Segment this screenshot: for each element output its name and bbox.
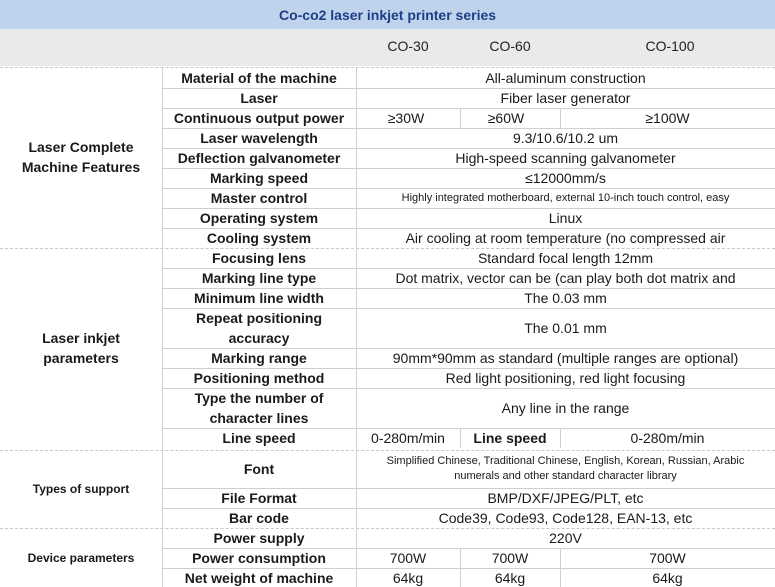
grid-line xyxy=(560,108,561,128)
label-char-lines: Type the number of character lines xyxy=(194,390,324,426)
grid-line xyxy=(162,508,775,509)
label-cooling: Cooling system xyxy=(206,230,312,246)
value-output-power-co60: ≥60W xyxy=(487,110,525,126)
value-laser: Fiber laser generator xyxy=(500,90,631,106)
model-co30: CO-30 xyxy=(387,38,429,54)
label-laser: Laser xyxy=(240,90,278,106)
group-separator xyxy=(0,67,775,68)
grid-line xyxy=(162,388,775,389)
grid-line xyxy=(560,428,561,448)
value-os: Linux xyxy=(548,210,583,226)
group-inkjet-params: Laser inkjet parameters xyxy=(42,330,120,366)
grid-line xyxy=(162,208,775,209)
group-separator xyxy=(0,528,775,529)
value-output-power-co100: ≥100W xyxy=(645,110,690,126)
grid-line xyxy=(162,548,775,549)
label-positioning: Positioning method xyxy=(193,370,325,386)
value-power-consumption-co100: 700W xyxy=(649,550,686,566)
value-marking-speed: ≤12000mm/s xyxy=(525,170,606,186)
label-material: Material of the machine xyxy=(181,70,337,86)
grid-line xyxy=(560,548,561,587)
label-net-weight: Net weight of machine xyxy=(184,569,334,586)
value-line-speed-co30: 0-280m/min xyxy=(371,430,445,446)
title-bar xyxy=(0,0,775,29)
grid-line xyxy=(162,488,775,489)
group-separator xyxy=(0,450,775,451)
grid-line xyxy=(162,428,775,429)
model-header xyxy=(0,29,775,66)
grid-line xyxy=(162,228,775,229)
value-net-weight-co100: 64kg xyxy=(652,569,683,586)
value-net-weight-co30: 64kg xyxy=(392,569,424,586)
grid-line xyxy=(162,188,775,189)
value-material: All-aluminum construction xyxy=(485,70,646,86)
value-power-supply: 220V xyxy=(549,530,582,546)
value-power-consumption-co60: 700W xyxy=(491,550,529,566)
grid-line xyxy=(460,108,461,128)
grid-line xyxy=(162,368,775,369)
value-line-type: Dot matrix, vector can be (can play both dot matrix and xyxy=(395,270,736,286)
grid-line xyxy=(162,268,775,269)
group-laser-complete: Laser Complete Machine Features xyxy=(21,139,141,175)
grid-line xyxy=(162,308,775,309)
grid-line xyxy=(162,68,163,587)
model-co100: CO-100 xyxy=(645,38,695,54)
grid-line xyxy=(356,68,357,587)
label-bar-code: Bar code xyxy=(229,510,289,526)
value-galvanometer: High-speed scanning galvanometer xyxy=(455,150,676,166)
value-net-weight-co60: 64kg xyxy=(494,569,526,586)
label-min-width: Minimum line width xyxy=(194,290,324,306)
grid-line xyxy=(162,148,775,149)
grid-line xyxy=(460,428,461,448)
label-marking-range: Marking range xyxy=(211,350,307,366)
label-file-format: File Format xyxy=(221,490,297,506)
label-galvanometer: Deflection galvanometer xyxy=(177,150,341,166)
grid-line xyxy=(162,568,775,569)
grid-line xyxy=(460,548,461,587)
value-focusing-lens: Standard focal length 12mm xyxy=(477,250,654,266)
label-line-type: Marking line type xyxy=(201,270,317,286)
page-title: Co-co2 laser inkjet printer series xyxy=(278,6,497,23)
value-positioning: Red light positioning, red light focusing xyxy=(445,370,686,386)
value-min-width: The 0.03 mm xyxy=(524,290,607,306)
group-device: Device parameters xyxy=(27,550,135,565)
value-char-lines: Any line in the range xyxy=(501,400,630,416)
label-wavelength: Laser wavelength xyxy=(200,130,318,146)
label-output-power: Continuous output power xyxy=(173,110,345,126)
label-line-speed-mid: Line speed xyxy=(473,430,547,446)
label-marking-speed: Marking speed xyxy=(209,170,309,186)
grid-line xyxy=(162,108,775,109)
value-file-format: BMP/DXF/JPEG/PLT, etc xyxy=(487,490,644,506)
grid-line xyxy=(162,88,775,89)
label-line-speed: Line speed xyxy=(222,430,296,446)
label-os: Operating system xyxy=(199,210,319,226)
grid-line xyxy=(162,348,775,349)
label-font: Font xyxy=(243,461,275,477)
value-power-consumption-co30: 700W xyxy=(389,550,427,566)
label-power-consumption: Power consumption xyxy=(192,550,326,566)
value-master-control: Highly integrated motherboard, external 10-inch touch control, easy xyxy=(401,191,730,204)
group-support: Types of support xyxy=(32,482,130,496)
label-focusing-lens: Focusing lens xyxy=(211,250,307,266)
value-output-power-co30: ≥30W xyxy=(387,110,425,126)
group-separator xyxy=(0,248,775,249)
value-cooling: Air cooling at room temperature (no compressed air xyxy=(405,230,726,246)
grid-line xyxy=(162,168,775,169)
value-bar-code: Code39, Code93, Code128, EAN-13, etc xyxy=(438,510,693,526)
label-repeat-accuracy: Repeat positioning accuracy xyxy=(196,310,322,346)
value-font: Simplified Chinese, Traditional Chinese, English, Korean, Russian, Arabic numerals and other standard character library xyxy=(386,455,745,482)
label-power-supply: Power supply xyxy=(213,530,305,546)
grid-line xyxy=(162,288,775,289)
value-wavelength: 9.3/10.6/10.2 um xyxy=(512,130,619,146)
label-master-control: Master control xyxy=(210,190,308,206)
value-marking-range: 90mm*90mm as standard (multiple ranges are optional) xyxy=(392,350,739,366)
value-line-speed-co100: 0-280m/min xyxy=(630,430,705,446)
grid-line xyxy=(162,128,775,129)
value-repeat-accuracy: The 0.01 mm xyxy=(524,320,607,336)
model-co60: CO-60 xyxy=(489,38,531,54)
